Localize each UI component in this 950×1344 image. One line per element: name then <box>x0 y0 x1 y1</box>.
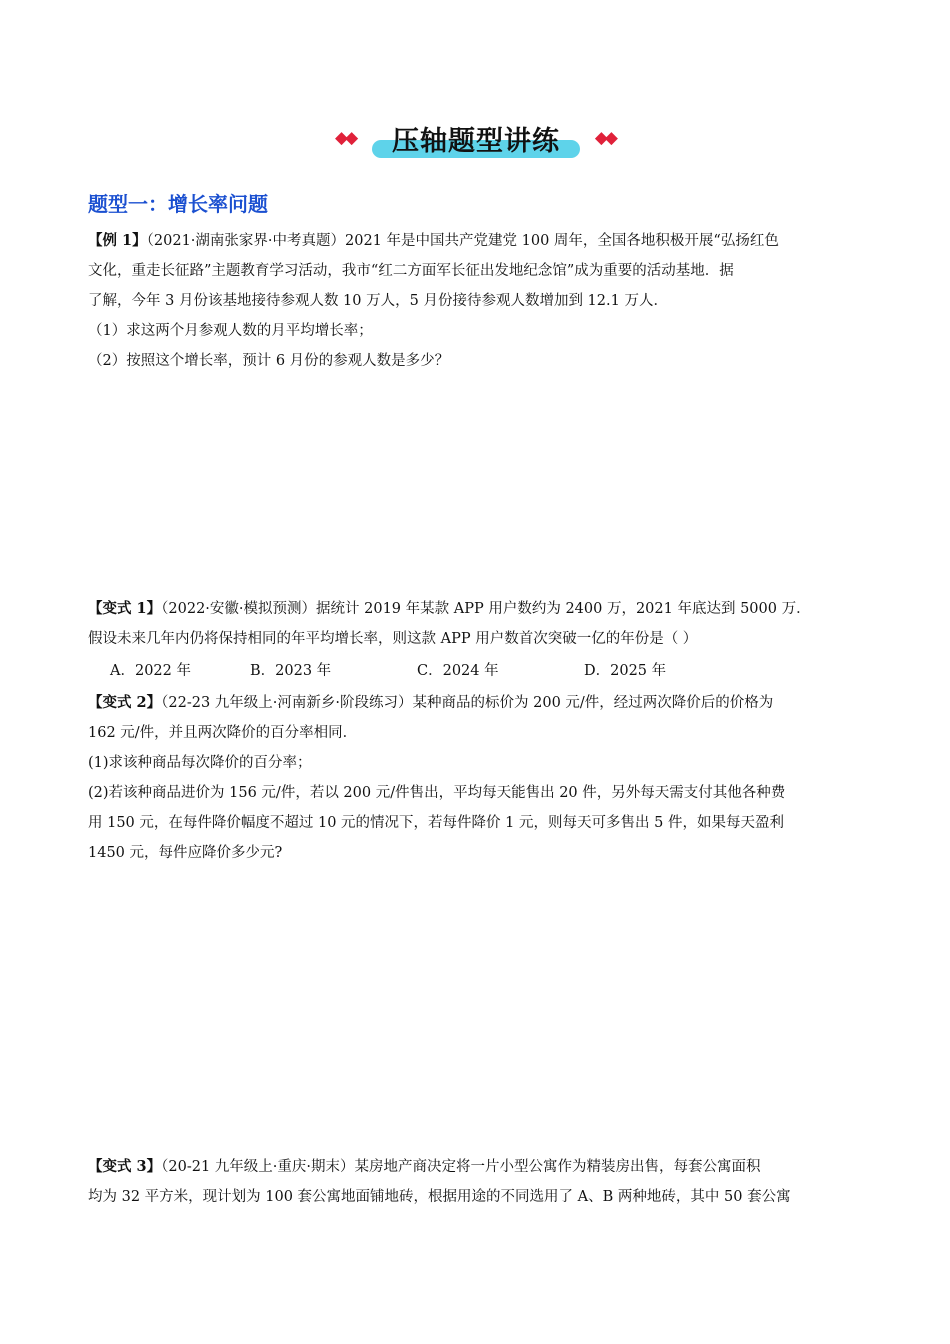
variant-1-choices <box>110 656 704 686</box>
variant-3-line: 均为 32 平方米，现计划为 100 套公寓地面铺地砖，根据用途的不同选用了 A、B 两种地砖，其中 50 套公寓 <box>88 1189 791 1205</box>
example-1-line: （2021·湖南张家界·中考真题）2021 年是中国共产党建党 100 周年，全国各地积极开展“弘扬红色 <box>146 233 779 249</box>
example-1-line: 文化，重走长征路”主题教育学习活动，我市“红二方面军长征出发地纪念馆”成为重要的活动基地．据 <box>88 263 734 279</box>
example-1-line: 了解，今年 3 月份该基地接待参观人数 10 万人，5 月份接待参观人数增加到 12.1 万人． <box>88 293 668 309</box>
banner-title: 压轴题型讲练 <box>392 126 560 157</box>
variant-1-tag: 【变式 1】 <box>88 600 162 617</box>
variant-2 <box>88 688 866 868</box>
example-1-question-2: （2）按照这个增长率，预计 6 月份的参观人数是多少？ <box>88 353 450 369</box>
variant-1 <box>88 594 866 654</box>
variant-2-line: 用 150 元，在每件降价幅度不超过 10 元的情况下，若每件降价 1 元，则每天可多售出 5 件，如果每天盈利 <box>88 815 784 831</box>
variant-2-tag: 【变式 2】 <box>88 694 162 711</box>
choice-b: B．2023 年 <box>250 663 332 679</box>
diamond-left-icon: ◆◆ <box>335 128 356 148</box>
section-banner <box>330 116 620 166</box>
section-title: 题型一：增长率问题 <box>88 192 268 216</box>
variant-3-tag: 【变式 3】 <box>88 1158 162 1175</box>
choice-c: C．2024 年 <box>417 663 499 679</box>
variant-2-question-2: (2)若该种商品进价为 156 元/件，若以 200 元/件售出，平均每天能售出 20 件，另外每天需支付其他各种费 <box>88 785 786 801</box>
diamond-right-icon: ◆◆ <box>594 128 615 148</box>
variant-2-line: 162 元/件，并且两次降价的百分率相同． <box>88 725 358 741</box>
choice-d: D．2025 年 <box>584 663 667 679</box>
variant-3 <box>88 1152 866 1212</box>
variant-2-line: （22-23 九年级上·河南新乡·阶段练习）某种商品的标价为 200 元/件，经过两次降价后的价格为 <box>161 695 774 711</box>
variant-1-line: 假设未来几年内仍将保持相同的年平均增长率，则这款 APP 用户数首次突破一亿的年份是（ ） <box>88 631 698 647</box>
example-1-tag: 【例 1】 <box>88 232 147 249</box>
example-1 <box>88 226 866 376</box>
variant-1-line: （2022·安徽·模拟预测）据统计 2019 年某款 APP 用户数约为 2400 万，2021 年底达到 5000 万． <box>161 601 811 617</box>
variant-2-line: 1450 元，每件应降价多少元? <box>88 845 283 861</box>
example-1-question-1: （1）求这两个月参观人数的月平均增长率； <box>88 323 373 339</box>
choice-a: A．2022 年 <box>110 663 191 679</box>
variant-3-line: （20-21 九年级上·重庆·期末）某房地产商决定将一片小型公寓作为精装房出售，每套公寓面积 <box>161 1159 761 1175</box>
variant-2-question-1: (1)求该种商品每次降价的百分率； <box>88 755 312 771</box>
